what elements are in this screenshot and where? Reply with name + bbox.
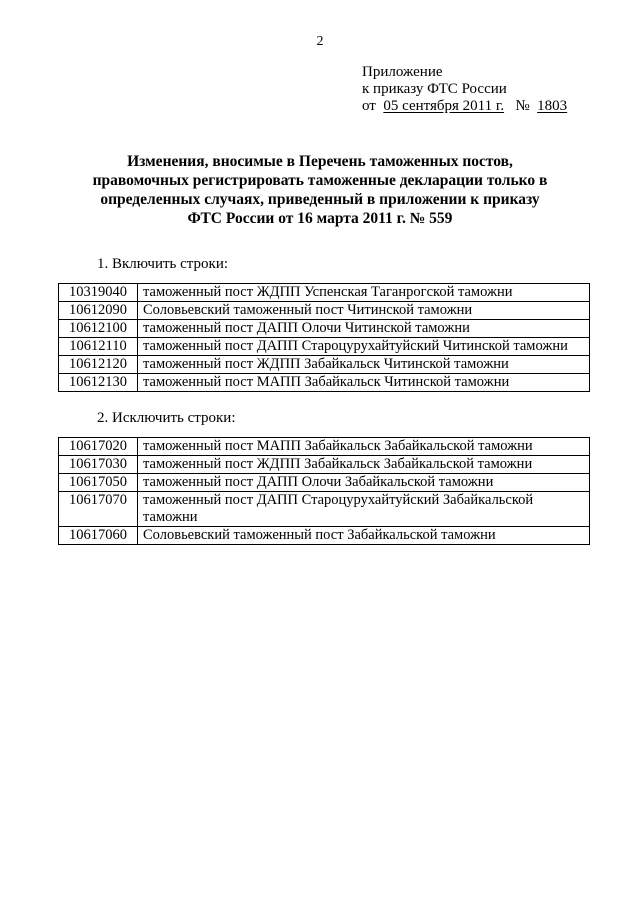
post-code: 10612130 [59, 374, 138, 392]
table-row [59, 492, 590, 527]
post-code: 10612090 [59, 302, 138, 320]
table-row [59, 456, 590, 474]
post-name: Соловьевский таможенный пост Забайкальской таможни [138, 527, 590, 545]
post-code: 10617070 [59, 492, 138, 527]
post-name: таможенный пост ЖДПП Забайкальск Забайкальской таможни [138, 456, 590, 474]
post-name: таможенный пост МАПП Забайкальск Забайкальской таможни [138, 438, 590, 456]
title-line: правомочных регистрировать таможенные декларации только в [92, 172, 548, 189]
post-code: 10617020 [59, 438, 138, 456]
post-name: таможенный пост ДАПП Олочи Забайкальской таможни [138, 474, 590, 492]
section-include-heading: 1. Включить строки: [97, 256, 229, 272]
post-code: 10612100 [59, 320, 138, 338]
table-row [59, 356, 590, 374]
title-line: Изменения, вносимые в Перечень таможенных постов, [127, 153, 513, 170]
table-row [59, 527, 590, 545]
order-number: 1803 [537, 98, 568, 114]
post-name: Соловьевский таможенный пост Читинской таможни [138, 302, 590, 320]
post-code: 10612120 [59, 356, 138, 374]
appendix-order-ref: к приказу ФТС России [362, 81, 507, 97]
table-row [59, 438, 590, 456]
exclude-table [58, 437, 590, 545]
post-name: таможенный пост ЖДПП Забайкальск Читинской таможни [138, 356, 590, 374]
table-row [59, 474, 590, 492]
table-row [59, 302, 590, 320]
number-prefix: № [515, 98, 530, 114]
date-prefix: от [362, 98, 376, 114]
post-code: 10617060 [59, 527, 138, 545]
post-name: таможенный пост ДАПП Староцурухайтуйский Читинской таможни [138, 338, 590, 356]
appendix-block [362, 64, 567, 115]
post-name: таможенный пост ЖДПП Успенская Таганрогской таможни [138, 284, 590, 302]
table-row [59, 374, 590, 392]
appendix-label: Приложение [362, 64, 443, 80]
title-line: определенных случаях, приведенный в приложении к приказу [100, 191, 540, 208]
document-title [90, 152, 550, 228]
table-row [59, 320, 590, 338]
table-row [59, 338, 590, 356]
title-line: ФТС России от 16 марта 2011 г. № 559 [187, 210, 453, 227]
page-number: 2 [316, 34, 324, 49]
post-code: 10319040 [59, 284, 138, 302]
post-name: таможенный пост ДАПП Староцурухайтуйский Забайкальской таможни [138, 492, 590, 527]
order-date: 05 сентября 2011 г. [383, 98, 505, 114]
section-exclude-heading: 2. Исключить строки: [97, 410, 236, 426]
post-name: таможенный пост МАПП Забайкальск Читинской таможни [138, 374, 590, 392]
post-code: 10617050 [59, 474, 138, 492]
post-name: таможенный пост ДАПП Олочи Читинской таможни [138, 320, 590, 338]
table-row [59, 284, 590, 302]
appendix-date-line [362, 98, 567, 115]
include-table [58, 283, 590, 392]
post-code: 10617030 [59, 456, 138, 474]
post-code: 10612110 [59, 338, 138, 356]
